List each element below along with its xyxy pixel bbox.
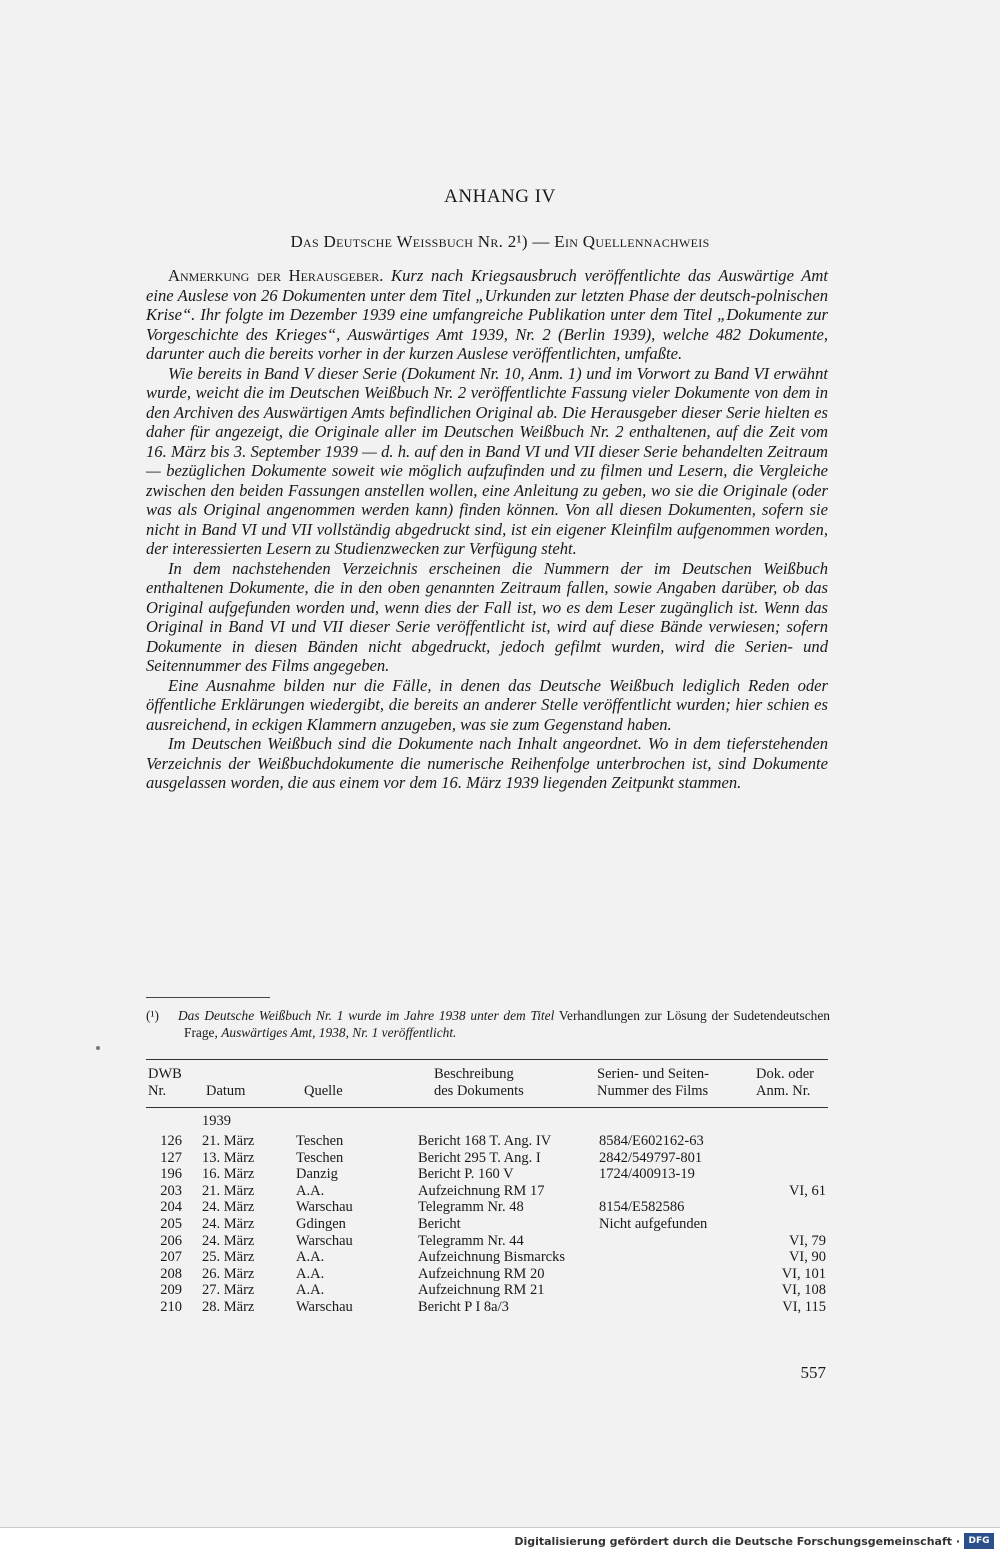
table-row [0, 1166, 1000, 1183]
cell-datum: 16. März [202, 1166, 255, 1183]
table-header [0, 1066, 1000, 1106]
cell-datum: 24. März [202, 1216, 255, 1232]
cell-nr: 204 [160, 1199, 182, 1216]
body-text [146, 266, 828, 793]
cell-beschr: Bericht 168 T. Ang. IV [418, 1133, 552, 1149]
cell-quelle: Warschau [296, 1199, 353, 1216]
cell-dok: VI, 108 [781, 1282, 826, 1299]
cell-dok: VI, 61 [788, 1182, 826, 1199]
cell-datum: 24. März [202, 1232, 255, 1249]
cell-datum: 26. März [202, 1265, 255, 1282]
footnote [146, 1007, 830, 1041]
cell-datum: 24. März [202, 1199, 255, 1216]
cell-beschr: Aufzeichnung Bismarcks [418, 1249, 565, 1266]
header-quelle: Quelle [304, 1083, 343, 1099]
footnote-text-b: Verhandlungen zur Lösung der Sudetendeutschen Frage, [184, 1008, 830, 1040]
table-row [0, 1282, 1000, 1299]
cell-quelle: A.A. [296, 1249, 325, 1266]
cell-nr: 208 [160, 1265, 182, 1282]
cell-nr: 207 [160, 1249, 182, 1266]
cell-datum: 28. März [202, 1299, 255, 1315]
header-dok-2: Anm. Nr. [756, 1083, 811, 1099]
cell-quelle: Warschau [296, 1232, 353, 1249]
cell-quelle: Warschau [296, 1299, 353, 1315]
header-datum: Datum [206, 1083, 246, 1099]
cell-dok: VI, 115 [782, 1299, 826, 1315]
cell-film: Nicht aufgefunden [599, 1216, 708, 1232]
table-row [0, 1249, 1000, 1266]
footer-credit: Digitalisierung gefördert durch die Deutsche Forschungsgemeinschaft · [514, 1535, 960, 1548]
header-beschr-1: Beschreibung [434, 1066, 514, 1082]
paragraph-1 [146, 266, 828, 364]
cell-quelle: Danzig [296, 1166, 338, 1183]
paragraph-4: Eine Ausnahme bilden nur die Fälle, in denen das Deutsche Weißbuch lediglich Reden oder öffentliche Erklärungen wiedergibt, die bereits an anderer Stelle veröffentlicht wurden; hier schien es ausreichend, in eckigen Klammern anzugeben, was sie zum Gegenstand haben. [146, 675, 828, 734]
cell-nr: 127 [160, 1149, 182, 1166]
table-year: 1939 [202, 1113, 231, 1129]
lead-in: Anmerkung der Herausgeber. [168, 266, 384, 285]
header-film-1: Serien- und Seiten- [597, 1066, 709, 1082]
header-nr-1: DWB [148, 1066, 182, 1082]
table-header-rule [146, 1107, 828, 1108]
cell-beschr: Telegramm Nr. 44 [418, 1232, 524, 1249]
header-beschr-2: des Dokuments [434, 1083, 524, 1099]
cell-film: 8154/E582586 [599, 1199, 685, 1216]
cell-beschr: Bericht 295 T. Ang. I [418, 1149, 541, 1166]
cell-dok: VI, 90 [788, 1249, 826, 1266]
cell-film: 2842/549797-801 [599, 1149, 703, 1166]
cell-film: 1724/400913-19 [599, 1166, 695, 1183]
cell-beschr: Bericht [418, 1216, 461, 1232]
footnote-mark: (¹) [146, 1008, 159, 1023]
cell-quelle: Teschen [296, 1149, 344, 1166]
appendix-subheading: Das Deutsche Weissbuch Nr. 2¹) — Ein Quellennachweis [290, 232, 710, 251]
cell-quelle: Gdingen [296, 1216, 346, 1232]
dfg-logo: DFG [964, 1533, 994, 1549]
cell-beschr: Bericht P. 160 V [418, 1166, 514, 1183]
header-dok-1: Dok. oder [756, 1066, 814, 1082]
table-top-rule [146, 1059, 828, 1060]
table-row [0, 1150, 1000, 1167]
paragraph-3: In dem nachstehenden Verzeichnis erscheinen die Nummern der im Deutschen Weißbuch enthaltenen Dokumente, die in den oben genannten Zeitraum fallen, sowie Angaben darüber, ob das Original aufgefunden worden und, wenn dies der Fall ist, wo es dem Leser zugänglich ist. Wenn das Original in Band VI und VII dieser Serie veröffentlicht ist, wird auf diese Bände verwiesen; sofern Dokumente in diesen Bänden nicht abgedruckt, jedoch gefilmt wurden, wird die Serien- und Seitennummer des Films angegeben. [146, 558, 828, 675]
table-row [0, 1183, 1000, 1200]
table-row [0, 1133, 1000, 1150]
footnote-text-a: Das Deutsche Weißbuch Nr. 1 wurde im Jahre 1938 unter dem Titel [177, 1008, 555, 1023]
cell-quelle: A.A. [296, 1265, 325, 1282]
cell-nr: 205 [160, 1216, 182, 1232]
scan-speck [96, 1046, 100, 1050]
appendix-heading: ANHANG IV [444, 186, 556, 207]
cell-nr: 209 [160, 1282, 182, 1299]
footer-bar [0, 1527, 1000, 1555]
paragraph-1-text: Kurz nach Kriegsausbruch veröffentlichte das Auswärtige Amt eine Auslese von 26 Dokumenten unter dem Titel „Urkunden zur letzten Phase der deutsch-polnischen Krise“. Ihr folgte im Dezember 1939 eine umfangreiche Publikation unter dem Titel „Dokumente zur Vorgeschichte des Krieges“, Auswärtiges Amt 1939, Nr. 2 (Berlin 1939), welche 482 Dokumente, darunter auch die bereits vorher in der kurzen Auslese veröffentlichten, umfaßte. [146, 266, 828, 363]
cell-datum: 21. März [202, 1133, 255, 1149]
footnote-rule [146, 997, 270, 998]
cell-datum: 27. März [202, 1282, 255, 1299]
table-row [0, 1216, 1000, 1233]
cell-quelle: Teschen [296, 1133, 344, 1149]
paragraph-5: Im Deutschen Weißbuch sind die Dokumente nach Inhalt angeordnet. Wo in dem tieferstehenden Verzeichnis der Weißbuchdokumente die numerische Reihenfolge unterbrochen ist, sind Dokumente ausgelassen worden, die aus einem vor dem 16. März 1939 liegenden Zeitpunkt stammen. [146, 734, 828, 792]
cell-quelle: A.A. [296, 1182, 325, 1199]
cell-nr: 206 [160, 1232, 182, 1249]
cell-nr: 196 [160, 1166, 182, 1183]
cell-beschr: Bericht P I 8a/3 [418, 1299, 509, 1315]
table-row [0, 1199, 1000, 1216]
cell-nr: 203 [160, 1182, 182, 1199]
cell-datum: 25. März [202, 1249, 255, 1266]
header-nr-2: Nr. [148, 1083, 167, 1099]
cell-beschr: Telegramm Nr. 48 [418, 1199, 524, 1216]
cell-nr: 210 [160, 1299, 182, 1315]
cell-beschr: Aufzeichnung RM 21 [418, 1282, 545, 1299]
table-row [0, 1266, 1000, 1283]
header-film-2: Nummer des Films [597, 1083, 709, 1099]
cell-film: 8584/E602162-63 [599, 1133, 704, 1149]
cell-beschr: Aufzeichnung RM 17 [418, 1182, 545, 1199]
table-row [0, 1233, 1000, 1250]
cell-quelle: A.A. [296, 1282, 325, 1299]
cell-datum: 21. März [202, 1182, 255, 1199]
cell-dok: VI, 79 [788, 1232, 826, 1249]
cell-datum: 13. März [202, 1149, 255, 1166]
cell-beschr: Aufzeichnung RM 20 [418, 1265, 545, 1282]
page-number: 557 [800, 1363, 826, 1382]
table-row [0, 1299, 1000, 1316]
cell-dok: VI, 101 [781, 1265, 826, 1282]
cell-nr: 126 [160, 1133, 182, 1149]
paragraph-2: Wie bereits in Band V dieser Serie (Dokument Nr. 10, Anm. 1) und im Vorwort zu Band VI erwähnt wurde, weicht die im Deutschen Weißbuch Nr. 2 veröffentlichte Fassung vieler Dokumente von dem in den Archiven des Auswärtigen Amts befindlichen Original ab. Die Herausgeber dieser Serie hielten es daher für angezeigt, die Originale aller im Deutschen Weißbuch Nr. 2 enthaltenen, auf die Zeit vom 16. März bis 3. September 1939 — d. h. auf den in Band VI und VII dieser Serie behandelten Zeitraum — bezüglichen Dokumente soweit wie möglich aufzufinden und zu filmen und Lesern, die Vergleiche zwischen den beiden Fassungen anstellen wollen, eine Anleitung zu geben, wo sie die Originale (oder was als Original angenommen werden kann) finden können. Von all diesen Dokumenten, sofern sie nicht in Band VI und VII vollständig abgedruckt sind, ist ein eigener Kleinfilm aufgenommen worden, der interessierten Lesern zu Studienzwecken zur Verfügung steht. [146, 363, 828, 558]
footnote-text-c: Auswärtiges Amt, 1938, Nr. 1 veröffentlicht. [221, 1025, 457, 1040]
